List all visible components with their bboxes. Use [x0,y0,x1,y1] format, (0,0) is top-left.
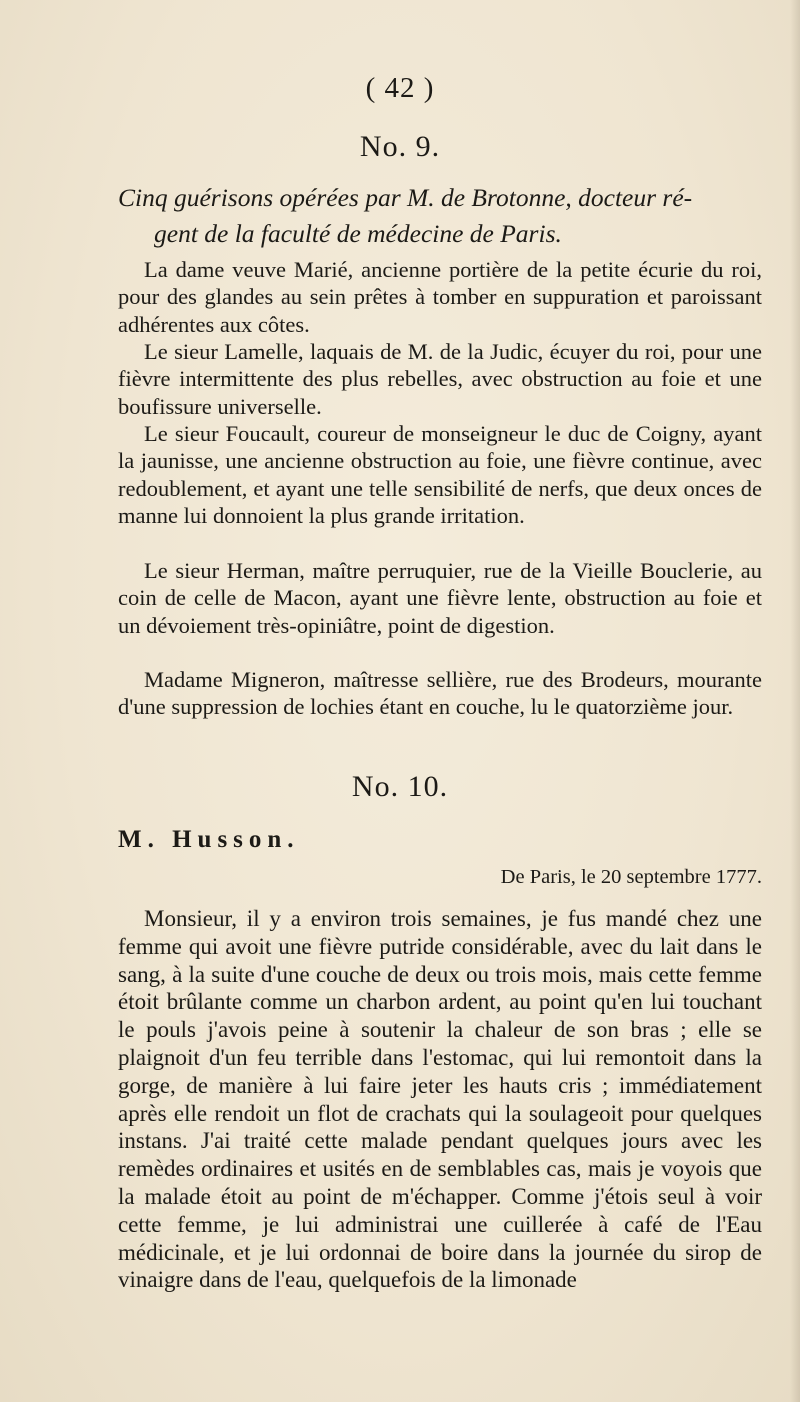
page-edge-shadow [790,0,800,1402]
cure-entry-herman: Le sieur Herman, maître perruquier, rue de la Vieille Bouclerie, au coin de celle de Macon, ayant une fièvre lente, obstruction au foie et un dévoiement très-opiniâtre, point de digestion. [118,558,762,638]
letter-body: Monsieur, il y a environ trois semaines, je fus mandé chez une femme qui avoit une fièvre putride considérable, avec du lait dans le sang, à la suite d'une couche de deux ou trois mois, mais cette femme étoit brûlante comme un charbon ardent, au point qu'en lui touchant le pouls j'avois peine à soutenir la chaleur de son bras ; elle se plaignoit d'un feu terrible dans l'estomac, qui lui remontoit dans la gorge, de manière à lui faire jeter les hauts cris ; immédiatement après elle rendoit un flot de crachats qui la soulageoit pour quelques instans. J'ai traité cette malade pendant quelques jours avec les remèdes ordinaires et usités en de semblables cas, mais je voyois que la malade étoit au point de m'échapper. Comme j'étois seul à voir cette femme, je lui administrai une cuillerée à café de l'Eau médicinale, et je lui ordonnai de boire dans la journée du sirop de vinaigre dans de l'eau, quelquefois de la limonade [118,906,762,1293]
page-number: ( 42 ) [365,72,435,104]
section-title-line-1: Cinq guérisons opérées par M. de Brotonne, docteur ré- [118,183,693,212]
cure-entry-foucault: Le sieur Foucault, coureur de monseigneur le duc de Coigny, ayant la jaunisse, une ancienne obstruction au foie, une fièvre continue, avec redoublement, et ayant une telle sensibilité de nerfs, que deux onces de manne lui donnoient la plus grande irritation. [118,421,762,529]
letter-dateline: De Paris, le 20 septembre 1777. [500,866,762,888]
section-title [118,180,758,252]
cure-entry-migneron: Madame Migneron, maîtresse sellière, rue des Brodeurs, mourante d'une suppression de lochies étant en couche, lu le quatorzième jour. [118,667,762,720]
section-title-line-2: gent de la faculté de médecine de Paris. [154,219,562,248]
cure-entry-marie: La dame veuve Marié, ancienne portière de la petite écurie du roi, pour des glandes au sein prêtes à tomber en suppuration et paroissant adhérentes aux côtes. [118,257,762,337]
section-number-9: No. 9. [359,130,441,163]
section-number-10: No. 10. [351,770,449,803]
cure-entry-lamelle: Le sieur Lamelle, laquais de M. de la Judic, écuyer du roi, pour une fièvre intermittente des plus rebelles, avec obstruction au foie et une boufissure universelle. [118,339,762,419]
letter-author: M. Husson. [118,826,300,853]
